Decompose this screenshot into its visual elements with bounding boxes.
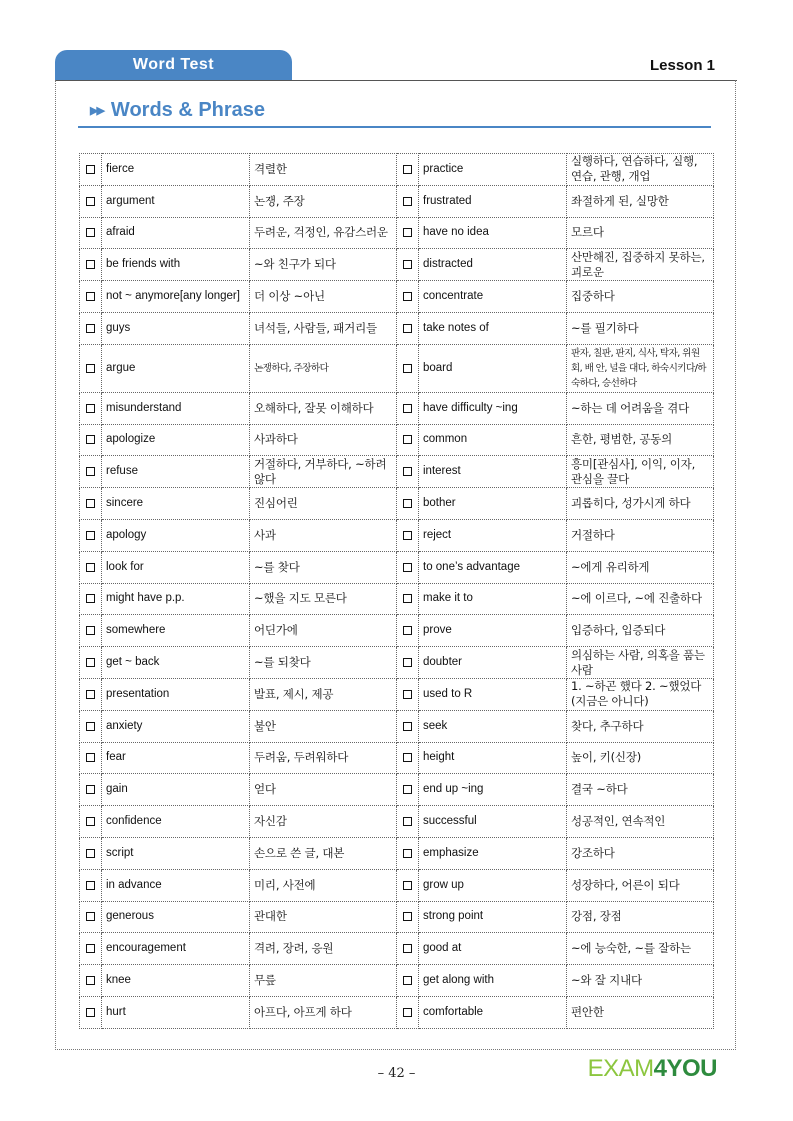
- checkbox-1[interactable]: [80, 424, 102, 456]
- word-english-2: height: [419, 742, 567, 774]
- word-korean-2: 흥미[관심사], 이익, 이자, 관심을 끌다: [567, 456, 714, 488]
- checkbox-1[interactable]: [80, 710, 102, 742]
- checkbox-2[interactable]: [397, 185, 419, 217]
- checkbox-icon[interactable]: [403, 563, 412, 572]
- checkbox-1[interactable]: [80, 312, 102, 344]
- word-row: [80, 742, 714, 774]
- checkbox-2[interactable]: [397, 965, 419, 997]
- checkbox-icon[interactable]: [403, 690, 412, 699]
- word-row: [80, 933, 714, 965]
- word-korean-2: 성장하다, 어른이 되다: [567, 869, 714, 901]
- checkbox-icon[interactable]: [86, 944, 95, 953]
- word-row: [80, 392, 714, 424]
- word-row: [80, 312, 714, 344]
- word-korean-2: ~에 이르다, ~에 진출하다: [567, 583, 714, 615]
- checkbox-icon[interactable]: [86, 626, 95, 635]
- word-english-1: knee: [102, 965, 250, 997]
- checkbox-1[interactable]: [80, 869, 102, 901]
- checkbox-1[interactable]: [80, 615, 102, 647]
- checkbox-icon[interactable]: [403, 722, 412, 731]
- checkbox-2[interactable]: [397, 933, 419, 965]
- word-row: [80, 774, 714, 806]
- word-english-1: refuse: [102, 456, 250, 488]
- word-english-1: confidence: [102, 806, 250, 838]
- checkbox-icon[interactable]: [403, 364, 412, 373]
- word-korean-1: 손으로 쓴 글, 대본: [250, 837, 397, 869]
- word-korean-1: ~를 되찾다: [250, 647, 397, 679]
- checkbox-icon[interactable]: [86, 753, 95, 762]
- checkbox-2[interactable]: [397, 647, 419, 679]
- word-english-2: seek: [419, 710, 567, 742]
- word-korean-2: 실행하다, 연습하다, 실행, 연습, 관행, 개업: [567, 154, 714, 186]
- checkbox-icon[interactable]: [86, 563, 95, 572]
- checkbox-icon[interactable]: [86, 467, 95, 476]
- word-english-1: anxiety: [102, 710, 250, 742]
- word-english-1: fierce: [102, 154, 250, 186]
- word-row: [80, 806, 714, 838]
- word-english-1: gain: [102, 774, 250, 806]
- checkbox-1[interactable]: [80, 249, 102, 281]
- checkbox-icon[interactable]: [86, 912, 95, 921]
- checkbox-2[interactable]: [397, 551, 419, 583]
- checkbox-1[interactable]: [80, 742, 102, 774]
- word-english-2: take notes of: [419, 312, 567, 344]
- word-korean-2: ~하는 데 어려움을 겪다: [567, 392, 714, 424]
- word-korean-1: 오해하다, 잘못 이해하다: [250, 392, 397, 424]
- checkbox-icon[interactable]: [403, 785, 412, 794]
- checkbox-icon[interactable]: [86, 435, 95, 444]
- word-korean-1: 관대한: [250, 901, 397, 933]
- word-table-body: [80, 154, 714, 1029]
- checkbox-1[interactable]: [80, 901, 102, 933]
- word-english-1: afraid: [102, 217, 250, 249]
- checkbox-icon[interactable]: [403, 435, 412, 444]
- checkbox-2[interactable]: [397, 615, 419, 647]
- word-row: [80, 647, 714, 679]
- checkbox-icon[interactable]: [86, 722, 95, 731]
- word-table: [79, 153, 714, 1029]
- checkbox-1[interactable]: [80, 154, 102, 186]
- checkbox-icon[interactable]: [403, 260, 412, 269]
- word-test-tab: [55, 50, 292, 80]
- checkbox-1[interactable]: [80, 774, 102, 806]
- word-english-2: get along with: [419, 965, 567, 997]
- word-english-2: end up ~ing: [419, 774, 567, 806]
- word-korean-2: 거절하다: [567, 519, 714, 551]
- word-english-2: reject: [419, 519, 567, 551]
- checkbox-1[interactable]: [80, 647, 102, 679]
- word-english-2: concentrate: [419, 281, 567, 313]
- checkbox-1[interactable]: [80, 678, 102, 710]
- word-korean-1: 격렬한: [250, 154, 397, 186]
- word-korean-2: 흔한, 평범한, 공동의: [567, 424, 714, 456]
- checkbox-2[interactable]: [397, 312, 419, 344]
- checkbox-icon[interactable]: [86, 324, 95, 333]
- word-korean-2: 성공적인, 연속적인: [567, 806, 714, 838]
- checkbox-1[interactable]: [80, 281, 102, 313]
- checkbox-icon[interactable]: [403, 594, 412, 603]
- checkbox-1[interactable]: [80, 392, 102, 424]
- checkbox-2[interactable]: [397, 456, 419, 488]
- word-english-1: be friends with: [102, 249, 250, 281]
- word-english-1: get ~ back: [102, 647, 250, 679]
- word-korean-2: 의심하는 사람, 의혹을 품는 사람: [567, 647, 714, 679]
- word-english-2: practice: [419, 154, 567, 186]
- word-korean-1: 논쟁하다, 주장하다: [250, 344, 397, 392]
- word-korean-2: 결국 ~하다: [567, 774, 714, 806]
- checkbox-icon[interactable]: [86, 531, 95, 540]
- word-english-1: look for: [102, 551, 250, 583]
- word-korean-1: ~했을 지도 모른다: [250, 583, 397, 615]
- word-english-1: presentation: [102, 678, 250, 710]
- word-english-2: frustrated: [419, 185, 567, 217]
- word-english-1: guys: [102, 312, 250, 344]
- checkbox-1[interactable]: [80, 583, 102, 615]
- checkbox-2[interactable]: [397, 742, 419, 774]
- word-korean-2: 높이, 키(신장): [567, 742, 714, 774]
- checkbox-2[interactable]: [397, 806, 419, 838]
- word-english-1: somewhere: [102, 615, 250, 647]
- word-english-2: comfortable: [419, 996, 567, 1028]
- word-english-2: used to R: [419, 678, 567, 710]
- word-row: [80, 424, 714, 456]
- checkbox-icon[interactable]: [403, 324, 412, 333]
- word-english-2: strong point: [419, 901, 567, 933]
- word-korean-1: 어딘가에: [250, 615, 397, 647]
- word-row: [80, 217, 714, 249]
- checkbox-1[interactable]: [80, 456, 102, 488]
- checkbox-icon[interactable]: [86, 976, 95, 985]
- checkbox-icon[interactable]: [86, 881, 95, 890]
- checkbox-1[interactable]: [80, 837, 102, 869]
- checkbox-1[interactable]: [80, 965, 102, 997]
- word-row: [80, 154, 714, 186]
- word-english-2: good at: [419, 933, 567, 965]
- word-korean-1: ~와 친구가 되다: [250, 249, 397, 281]
- page-number: – 42 –: [377, 1066, 416, 1081]
- word-english-2: have no idea: [419, 217, 567, 249]
- word-row: [80, 901, 714, 933]
- double-arrow-icon: ▶▶: [90, 105, 103, 117]
- word-row: [80, 869, 714, 901]
- word-korean-1: 사과: [250, 519, 397, 551]
- checkbox-1[interactable]: [80, 488, 102, 520]
- checkbox-icon[interactable]: [403, 228, 412, 237]
- word-row: [80, 996, 714, 1028]
- checkbox-2[interactable]: [397, 249, 419, 281]
- checkbox-1[interactable]: [80, 217, 102, 249]
- word-english-2: grow up: [419, 869, 567, 901]
- word-english-1: argue: [102, 344, 250, 392]
- checkbox-icon[interactable]: [403, 499, 412, 508]
- section-title-text: Words & Phrase: [110, 99, 266, 121]
- checkbox-icon[interactable]: [86, 404, 95, 413]
- word-korean-2: 모르다: [567, 217, 714, 249]
- word-english-1: not ~ anymore[any longer]: [102, 281, 250, 313]
- word-row: [80, 965, 714, 997]
- word-english-1: encouragement: [102, 933, 250, 965]
- checkbox-icon[interactable]: [86, 292, 95, 301]
- word-row: [80, 488, 714, 520]
- checkbox-icon[interactable]: [86, 499, 95, 508]
- word-korean-1: 얻다: [250, 774, 397, 806]
- checkbox-icon[interactable]: [403, 404, 412, 413]
- word-korean-1: 두려운, 걱정인, 유감스러운: [250, 217, 397, 249]
- checkbox-2[interactable]: [397, 837, 419, 869]
- word-korean-2: 1. ~하곤 했다 2. ~했었다 (지금은 아니다): [567, 678, 714, 710]
- checkbox-1[interactable]: [80, 519, 102, 551]
- checkbox-1[interactable]: [80, 551, 102, 583]
- word-korean-1: 자신감: [250, 806, 397, 838]
- word-korean-1: 사과하다: [250, 424, 397, 456]
- checkbox-icon[interactable]: [86, 197, 95, 206]
- word-korean-2: 강점, 장점: [567, 901, 714, 933]
- word-korean-2: 판자, 칠판, 판지, 식사, 탁자, 위원회, 배 안, 널을 대다, 하숙시키다/하숙하다, 승선하다: [567, 344, 714, 392]
- word-english-2: prove: [419, 615, 567, 647]
- word-korean-1: 미리, 사전에: [250, 869, 397, 901]
- checkbox-2[interactable]: [397, 281, 419, 313]
- word-english-2: doubter: [419, 647, 567, 679]
- word-korean-2: 괴롭히다, 성가시게 하다: [567, 488, 714, 520]
- checkbox-icon[interactable]: [403, 658, 412, 667]
- word-english-1: might have p.p.: [102, 583, 250, 615]
- section-heading: [90, 99, 265, 122]
- word-row: [80, 281, 714, 313]
- word-row: [80, 344, 714, 392]
- checkbox-1[interactable]: [80, 996, 102, 1028]
- checkbox-2[interactable]: [397, 678, 419, 710]
- checkbox-icon[interactable]: [403, 292, 412, 301]
- word-row: [80, 710, 714, 742]
- word-english-2: make it to: [419, 583, 567, 615]
- word-row: [80, 837, 714, 869]
- checkbox-icon[interactable]: [403, 976, 412, 985]
- word-english-2: successful: [419, 806, 567, 838]
- checkbox-2[interactable]: [397, 710, 419, 742]
- word-row: [80, 615, 714, 647]
- checkbox-icon[interactable]: [403, 944, 412, 953]
- checkbox-icon[interactable]: [403, 467, 412, 476]
- checkbox-2[interactable]: [397, 488, 419, 520]
- word-row: [80, 185, 714, 217]
- word-english-2: bother: [419, 488, 567, 520]
- checkbox-icon[interactable]: [403, 881, 412, 890]
- checkbox-icon[interactable]: [403, 531, 412, 540]
- checkbox-icon[interactable]: [403, 912, 412, 921]
- word-korean-2: ~에게 유리하게: [567, 551, 714, 583]
- word-korean-1: 논쟁, 주장: [250, 185, 397, 217]
- checkbox-icon[interactable]: [403, 817, 412, 826]
- checkbox-icon[interactable]: [86, 817, 95, 826]
- word-english-2: have difficulty ~ing: [419, 392, 567, 424]
- checkbox-2[interactable]: [397, 217, 419, 249]
- logo-part-exam: EXAM: [587, 1055, 654, 1082]
- section-divider: [78, 126, 711, 128]
- word-korean-2: 편안한: [567, 996, 714, 1028]
- word-row: [80, 583, 714, 615]
- checkbox-2[interactable]: [397, 996, 419, 1028]
- word-korean-2: 산만해진, 집중하지 못하는, 괴로운: [567, 249, 714, 281]
- checkbox-icon[interactable]: [403, 626, 412, 635]
- checkbox-icon[interactable]: [86, 690, 95, 699]
- checkbox-1[interactable]: [80, 933, 102, 965]
- word-korean-1: 진심어린: [250, 488, 397, 520]
- checkbox-1[interactable]: [80, 344, 102, 392]
- word-english-1: generous: [102, 901, 250, 933]
- word-korean-1: 불안: [250, 710, 397, 742]
- checkbox-icon[interactable]: [403, 165, 412, 174]
- checkbox-2[interactable]: [397, 154, 419, 186]
- word-korean-2: 강조하다: [567, 837, 714, 869]
- word-row: [80, 249, 714, 281]
- word-english-2: common: [419, 424, 567, 456]
- word-row: [80, 678, 714, 710]
- logo-part-4you: 4YOU: [653, 1055, 717, 1082]
- word-english-1: argument: [102, 185, 250, 217]
- checkbox-2[interactable]: [397, 583, 419, 615]
- checkbox-icon[interactable]: [86, 594, 95, 603]
- word-korean-1: 격려, 장려, 응원: [250, 933, 397, 965]
- checkbox-icon[interactable]: [86, 260, 95, 269]
- checkbox-2[interactable]: [397, 392, 419, 424]
- checkbox-2[interactable]: [397, 869, 419, 901]
- checkbox-icon[interactable]: [86, 849, 95, 858]
- word-korean-1: 두려움, 두려워하다: [250, 742, 397, 774]
- word-korean-1: 더 이상 ~아닌: [250, 281, 397, 313]
- word-english-1: fear: [102, 742, 250, 774]
- checkbox-2[interactable]: [397, 519, 419, 551]
- checkbox-1[interactable]: [80, 806, 102, 838]
- word-korean-1: 녀석들, 사람들, 패거리들: [250, 312, 397, 344]
- word-english-1: in advance: [102, 869, 250, 901]
- word-english-2: board: [419, 344, 567, 392]
- lesson-label: Lesson 1: [649, 57, 715, 74]
- exam4you-logo: [588, 1055, 717, 1083]
- checkbox-icon[interactable]: [86, 785, 95, 794]
- word-english-1: apologize: [102, 424, 250, 456]
- checkbox-2[interactable]: [397, 424, 419, 456]
- word-english-2: to one’s advantage: [419, 551, 567, 583]
- word-english-2: interest: [419, 456, 567, 488]
- word-row: [80, 519, 714, 551]
- word-korean-1: 아프다, 아프게 하다: [250, 996, 397, 1028]
- checkbox-2[interactable]: [397, 774, 419, 806]
- checkbox-1[interactable]: [80, 185, 102, 217]
- checkbox-icon[interactable]: [86, 1008, 95, 1017]
- word-korean-2: ~를 필기하다: [567, 312, 714, 344]
- word-english-1: sincere: [102, 488, 250, 520]
- word-english-1: apology: [102, 519, 250, 551]
- tab-title: Word Test: [132, 56, 215, 73]
- word-korean-1: ~를 찾다: [250, 551, 397, 583]
- checkbox-icon[interactable]: [86, 228, 95, 237]
- word-korean-2: 찾다, 추구하다: [567, 710, 714, 742]
- word-korean-2: ~에 능숙한, ~를 잘하는: [567, 933, 714, 965]
- checkbox-icon[interactable]: [403, 1008, 412, 1017]
- checkbox-icon[interactable]: [86, 658, 95, 667]
- word-row: [80, 456, 714, 488]
- word-korean-2: 입증하다, 입증되다: [567, 615, 714, 647]
- word-korean-2: ~와 잘 지내다: [567, 965, 714, 997]
- checkbox-icon[interactable]: [403, 849, 412, 858]
- word-english-2: distracted: [419, 249, 567, 281]
- checkbox-icon[interactable]: [86, 364, 95, 373]
- checkbox-icon[interactable]: [403, 753, 412, 762]
- word-english-2: emphasize: [419, 837, 567, 869]
- checkbox-icon[interactable]: [403, 197, 412, 206]
- word-korean-2: 집중하다: [567, 281, 714, 313]
- word-english-1: script: [102, 837, 250, 869]
- checkbox-icon[interactable]: [86, 165, 95, 174]
- word-korean-2: 좌절하게 된, 실망한: [567, 185, 714, 217]
- checkbox-2[interactable]: [397, 344, 419, 392]
- word-english-1: misunderstand: [102, 392, 250, 424]
- word-korean-1: 거절하다, 거부하다, ~하려 않다: [250, 456, 397, 488]
- word-korean-1: 무릎: [250, 965, 397, 997]
- word-row: [80, 551, 714, 583]
- word-korean-1: 발표, 제시, 제공: [250, 678, 397, 710]
- checkbox-2[interactable]: [397, 901, 419, 933]
- word-english-1: hurt: [102, 996, 250, 1028]
